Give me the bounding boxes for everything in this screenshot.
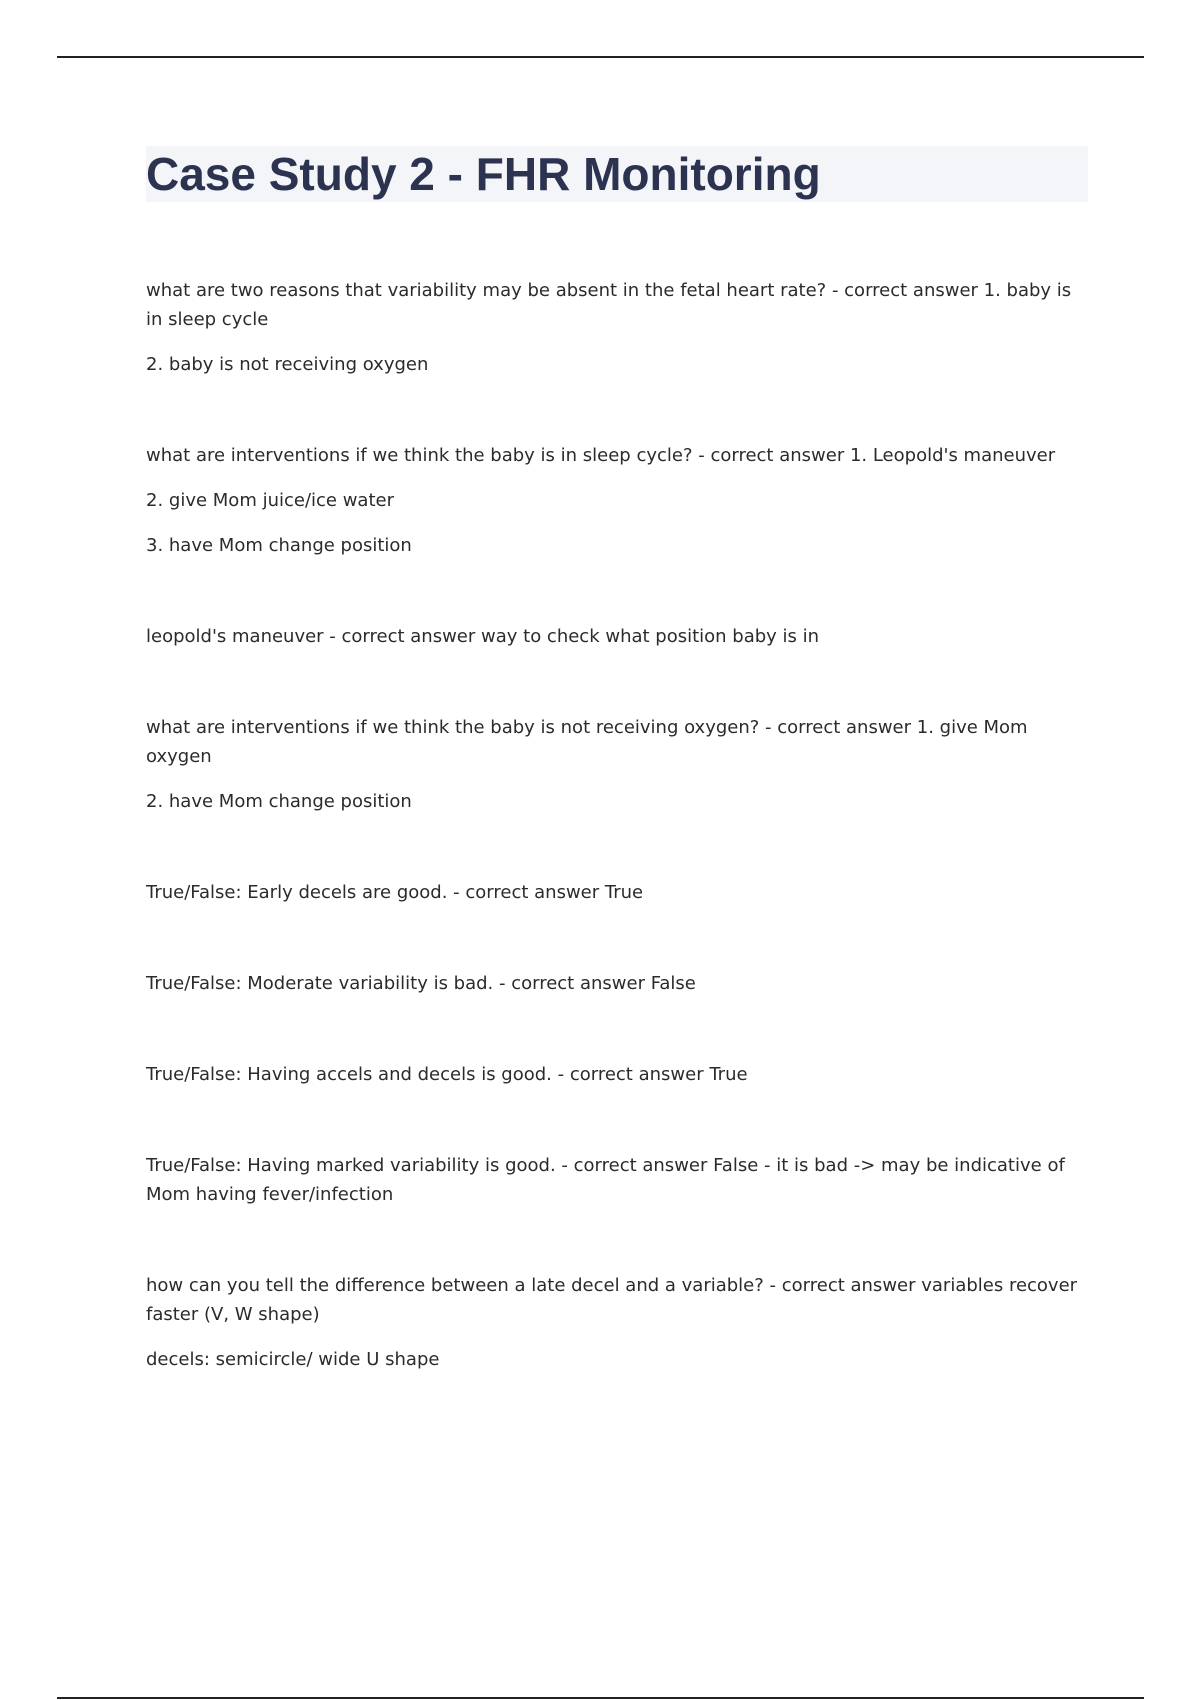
qa-question: True/False: Moderate variability is bad. - correct answer False bbox=[146, 973, 696, 994]
qa-answer-line: 2. baby is not receiving oxygen bbox=[146, 354, 429, 375]
qa-answer-line: decels: semicircle/ wide U shape bbox=[146, 1349, 440, 1370]
page-title: Case Study 2 - FHR Monitoring bbox=[146, 148, 821, 200]
qa-item bbox=[146, 969, 1088, 998]
qa-question: leopold's maneuver - correct answer way to check what position baby is in bbox=[146, 626, 820, 647]
qa-item bbox=[146, 622, 1088, 651]
top-rule bbox=[57, 56, 1144, 58]
qa-item bbox=[146, 276, 1088, 379]
title-banner bbox=[146, 146, 1088, 202]
qa-question: how can you tell the difference between a late decel and a variable? - correct answer variables recover faster (V, W shape) bbox=[146, 1275, 1078, 1325]
qa-item bbox=[146, 1271, 1088, 1374]
qa-question: True/False: Early decels are good. - correct answer True bbox=[146, 882, 644, 903]
qa-question: what are interventions if we think the baby is not receiving oxygen? - correct answer 1. give Mom oxygen bbox=[146, 717, 1028, 767]
qa-item bbox=[146, 1151, 1088, 1209]
qa-list bbox=[146, 276, 1088, 1374]
qa-question: True/False: Having marked variability is good. - correct answer False - it is bad -> may be indicative of Mom having fever/infection bbox=[146, 1155, 1065, 1205]
qa-item bbox=[146, 1060, 1088, 1089]
qa-question: what are interventions if we think the baby is in sleep cycle? - correct answer 1. Leopold's maneuver bbox=[146, 445, 1056, 466]
qa-question: True/False: Having accels and decels is good. - correct answer True bbox=[146, 1064, 748, 1085]
qa-answer-line: 2. have Mom change position bbox=[146, 791, 412, 812]
document-body bbox=[146, 146, 1088, 1436]
bottom-rule bbox=[57, 1697, 1144, 1699]
qa-question: what are two reasons that variability may be absent in the fetal heart rate? - correct answer 1. baby is in sleep cycle bbox=[146, 280, 1072, 330]
qa-item bbox=[146, 713, 1088, 816]
qa-item bbox=[146, 441, 1088, 560]
qa-answer-line: 2. give Mom juice/ice water bbox=[146, 490, 394, 511]
qa-answer-line: 3. have Mom change position bbox=[146, 535, 412, 556]
qa-item bbox=[146, 878, 1088, 907]
